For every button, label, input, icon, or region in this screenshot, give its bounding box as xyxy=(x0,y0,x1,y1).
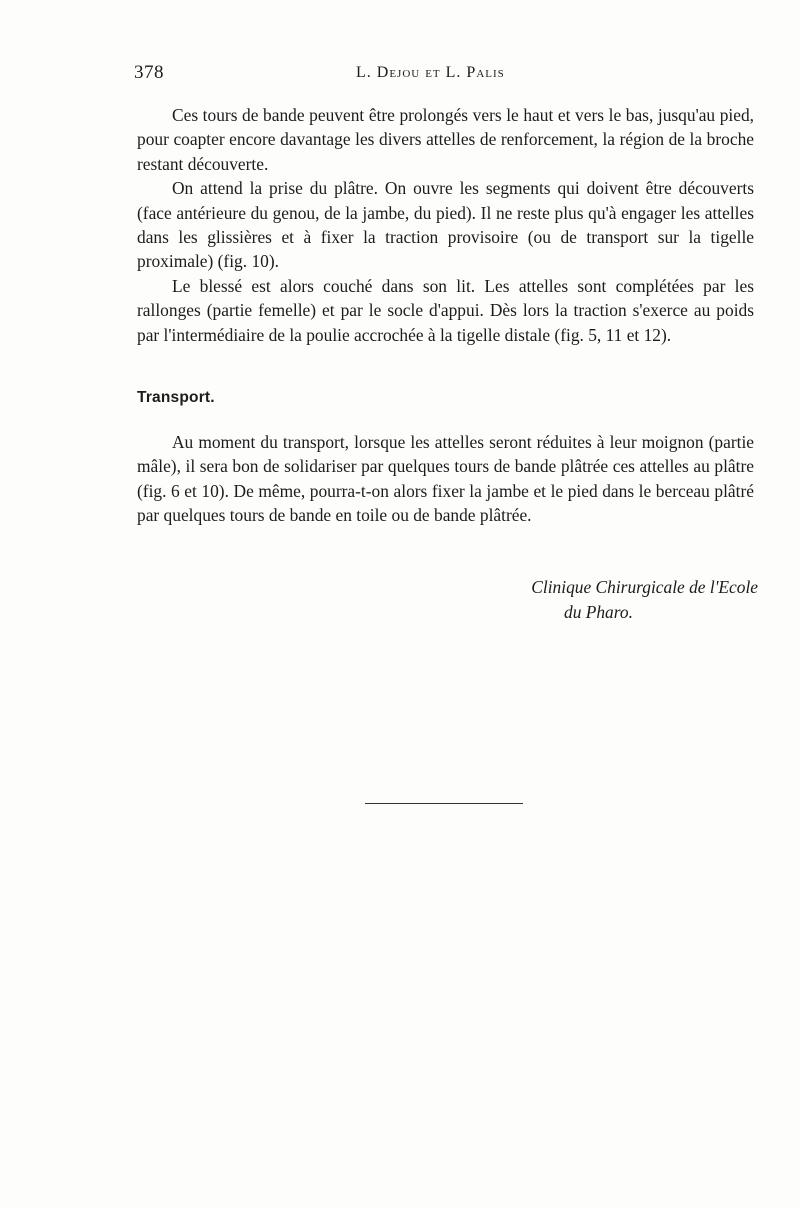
paragraph-1: Ces tours de bande peuvent être prolongés vers le haut et vers le bas, jusqu'au pied, pour coapter encore davantage les divers attelles de renforcement, la région de la broche restant découverte. xyxy=(137,105,754,174)
running-head-authors: L. Dejou et L. Palis xyxy=(356,64,505,81)
paragraph-2: On attend la prise du plâtre. On ouvre les segments qui doivent être découverts (face antérieure du genou, de la jambe, du pied). Il ne reste plus qu'à engager les attelles dans les glissières et à fixer la traction provisoire (ou de transport sur la tigelle proximale) (fig. 10). xyxy=(137,178,754,272)
body-text-top xyxy=(137,103,754,347)
running-head xyxy=(134,62,754,86)
signature-line-2: du Pharo. xyxy=(564,601,633,622)
end-rule-divider xyxy=(365,803,523,804)
signature-block xyxy=(440,575,758,624)
body-text-bottom xyxy=(137,430,754,528)
paragraph-transport: Au moment du transport, lorsque les attelles seront réduites à leur moignon (partie mâle), il sera bon de solidariser par quelques tours de bande plâtrée ces attelles au plâtre (fig. 6 et 10). De même, pourra-t-on alors fixer la jambe et le pied dans le berceau plâtré par quelques tours de bande en toile ou de bande plâtrée. xyxy=(137,432,754,526)
section-heading-transport: Transport. xyxy=(137,389,215,406)
paragraph-3: Le blessé est alors couché dans son lit. Les attelles sont complétées par les rallonges (partie femelle) et par le socle d'appui. Dès lors la traction s'exerce au poids par l'intermédiaire de la poulie accrochée à la tigelle distale (fig. 5, 11 et 12). xyxy=(137,275,754,345)
page-number: 378 xyxy=(134,62,164,83)
signature-line-1: Clinique Chirurgicale de l'Ecole xyxy=(531,577,758,597)
